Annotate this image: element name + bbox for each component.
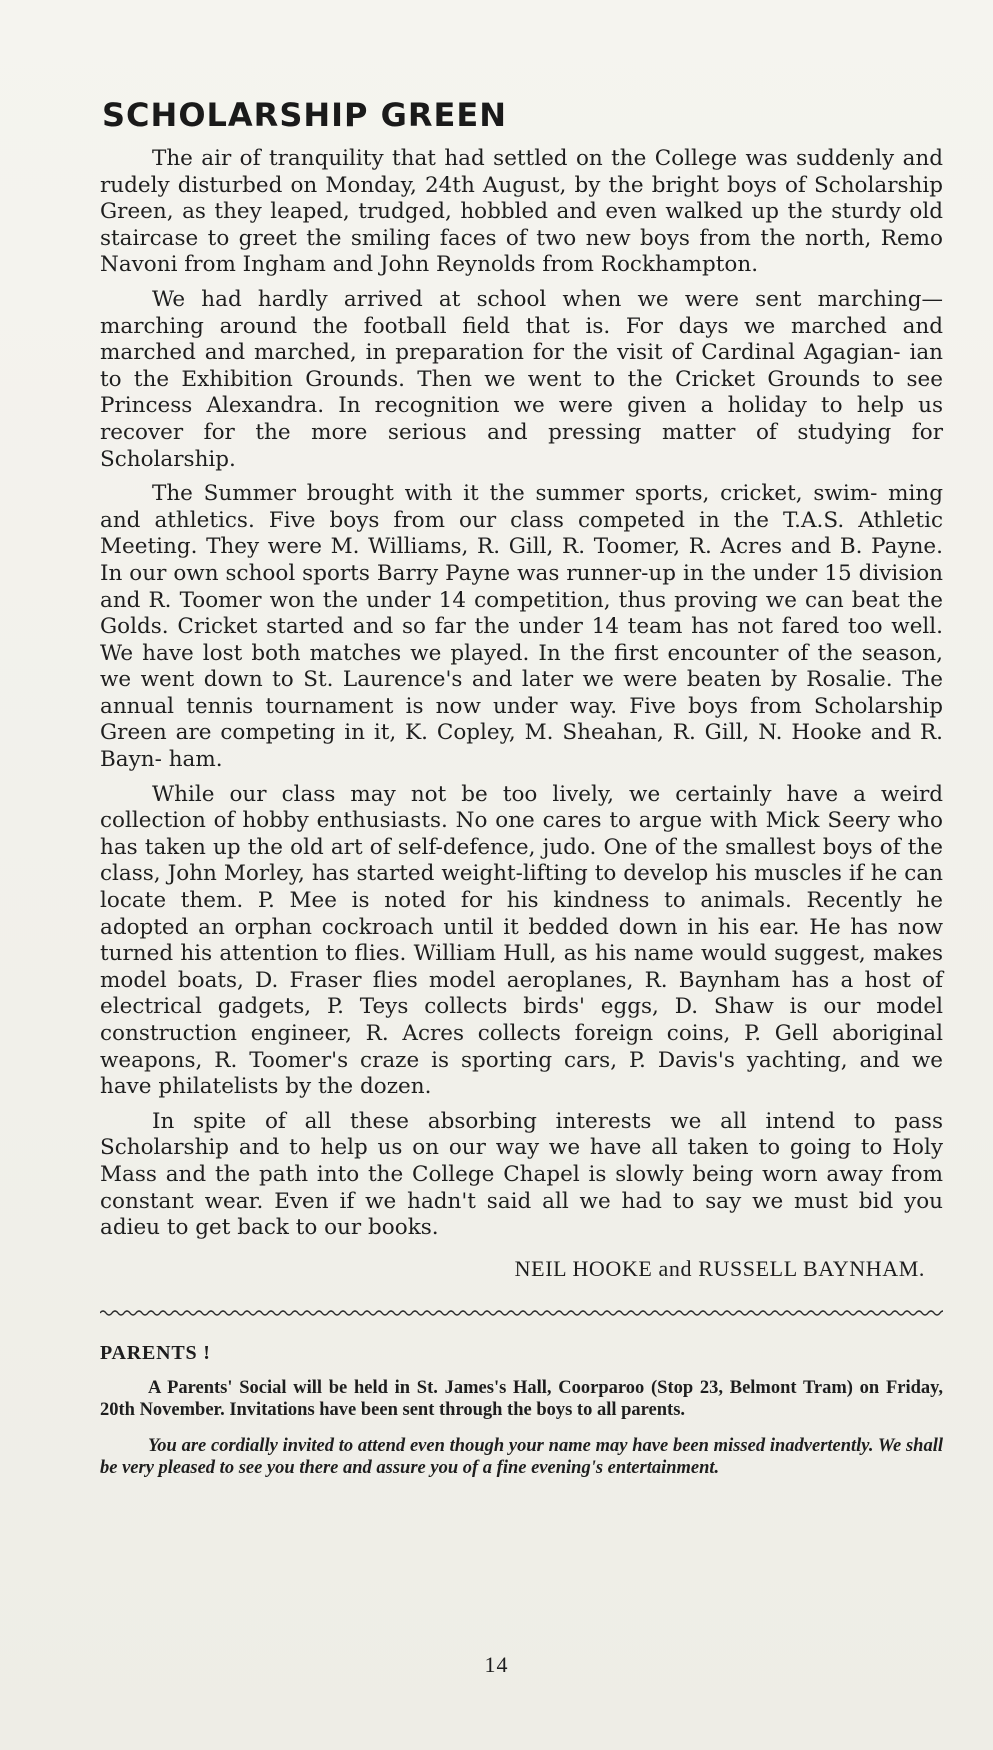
article-title: SCHOLARSHIP GREEN [102, 96, 508, 134]
page-number: 14 [484, 1652, 509, 1677]
notice-body: A Parents' Social will be held in St. James's Hall, Coorparoo (Stop 23, Belmont Tram) on Friday, 20th November. Invitations have been sent through the boys to all parents. [100, 1377, 943, 1420]
paragraph-3: The Summer brought with it the summer sports, cricket, swim- ming and athletics. Five boys from our class competed in the T.A.S. Athletic Meeting. They were M. Williams, R. Gill, R. Toomer, R. Acres and B. Payne. In our own school sports Barry Payne was runner-up in the under 15 division and R. Toomer won the under 14 competition, thus proving we can beat the Golds. Cricket started and so far the under 14 team has not fared too well. We have lost both matches we played. In the first encounter of the season, we went down to St. Laurence's and later we were beaten by Rosalie. The annual tennis tournament is now under way. Five boys from Scholarship Green are competing in it, K. Copley, M. Sheahan, R. Gill, N. Hooke and R. Bayn- ham. [100, 481, 943, 773]
wavy-divider [100, 1308, 943, 1318]
paragraph-1: The air of tranquility that had settled on the College was suddenly and rudely disturbed on Monday, 24th August, by the bright boys of Scholarship Green, as they leaped, trudged, hobbled and even walked up the sturdy old staircase to greet the smiling faces of two new boys from the north, Remo Navoni from Ingham and John Reynolds from Rockhampton. [100, 146, 943, 278]
paragraph-5: In spite of all these absorbing interests we all intend to pass Scholarship and to help us on our way we have all taken to going to Holy Mass and the path into the College Chapel is slowly being worn away from constant wear. Even if we hadn't said all we had to say we must bid you adieu to get back to our books. [100, 1108, 943, 1241]
article-body [100, 146, 943, 1242]
article-signature: NEIL HOOKE and RUSSELL BAYNHAM. [514, 1255, 925, 1281]
paragraph-2: We had hardly arrived at school when we were sent marching— marching around the football field that is. For days we marched and marched and marched, in preparation for the visit of Cardinal Agagian- ian to the Exhibition Grounds. Then we went to the Cricket Grounds to see Princess Alexandra. In recognition we were given a holiday to help us recover for the more serious and pressing matter of studying for Scholarship. [100, 286, 943, 472]
notice-italic-text: You are cordially invited to attend even though your name may have been missed inadvertently. We shall be very pleased to see you there and assure you of a fine evening's entertainment. [100, 1435, 943, 1478]
notice-heading: PARENTS ! [100, 1341, 211, 1364]
paragraph-4: While our class may not be too lively, we certainly have a weird collection of hobby enthusiasts. No one cares to argue with Mick Seery who has taken up the old art of self-defence, judo. One of the smallest boys of the class, John Morley, has started weight-lifting to develop his muscles if he can locate them. P. Mee is noted for his kindness to animals. Recently he adopted an orphan cockroach until it bedded down in his ear. He has now turned his attention to flies. William Hull, as his name would suggest, makes model boats, D. Fraser flies model aeroplanes, R. Baynham has a host of electrical gadgets, P. Teys collects birds' eggs, D. Shaw is our model construction engineer, R. Acres collects foreign coins, P. Gell aboriginal weapons, R. Toomer's craze is sporting cars, P. Davis's yachting, and we have philatelists by the dozen. [100, 781, 943, 1100]
